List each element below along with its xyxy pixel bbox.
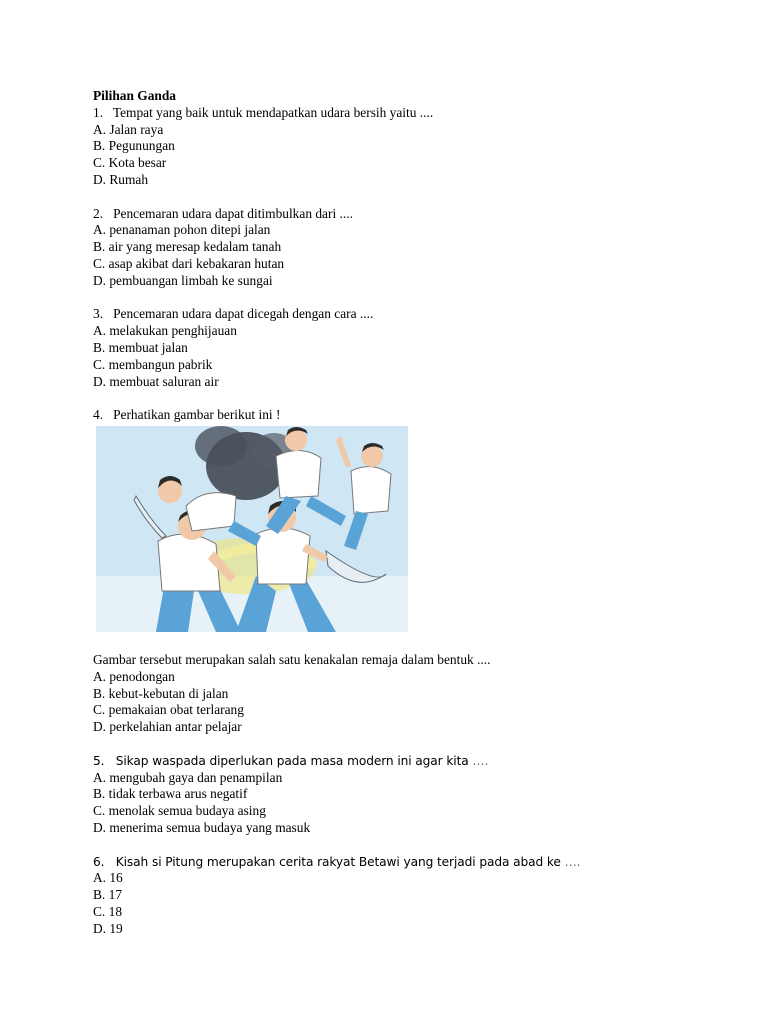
question-3-stem: 3. Pencemaran udara dapat dicegah dengan cara .... bbox=[93, 306, 374, 322]
quiz-content bbox=[93, 88, 713, 937]
question-1-option-d: D. Rumah bbox=[93, 171, 149, 187]
question-1-option-b: B. Pegunungan bbox=[93, 138, 175, 154]
question-2-option-c: C. asap akibat dari kebakaran hutan bbox=[93, 255, 285, 271]
student-brawl-illustration bbox=[96, 426, 408, 632]
question-5-option-a: A. mengubah gaya dan penampilan bbox=[93, 769, 283, 785]
question-4-prompt: Gambar tersebut merupakan salah satu kenakalan remaja dalam bentuk .... bbox=[93, 651, 491, 667]
question-5-stem-text: 5. Sikap waspada diperlukan pada masa modern ini agar kita bbox=[93, 753, 469, 768]
question-6-option-d: D. 19 bbox=[93, 920, 123, 936]
question-4-option-c: C. pemakaian obat terlarang bbox=[93, 702, 244, 718]
question-5-ellipsis: …. bbox=[468, 753, 489, 768]
question-1-stem: 1. Tempat yang baik untuk mendapatkan udara bersih yaitu .... bbox=[93, 104, 434, 120]
question-2-option-b: B. air yang meresap kedalam tanah bbox=[93, 239, 282, 255]
question-5-option-d: D. menerima semua budaya yang masuk bbox=[93, 819, 311, 835]
question-6-stem-text: 6. Kisah si Pitung merupakan cerita rakyat Betawi yang terjadi pada abad ke bbox=[93, 854, 561, 869]
question-4-option-b: B. kebut-kebutan di jalan bbox=[93, 685, 229, 701]
question-3-option-d: D. membuat saluran air bbox=[93, 373, 219, 389]
question-2-option-a: A. penanaman pohon ditepi jalan bbox=[93, 222, 271, 238]
question-4-stem: 4. Perhatikan gambar berikut ini ! bbox=[93, 407, 281, 423]
question-1-option-c: C. Kota besar bbox=[93, 155, 167, 171]
question-6-stem bbox=[93, 854, 713, 871]
question-6-option-b: B. 17 bbox=[93, 887, 123, 903]
question-6-option-c: C. 18 bbox=[93, 903, 123, 919]
question-2-option-d: D. pembuangan limbah ke sungai bbox=[93, 272, 273, 288]
question-3-option-c: C. membangun pabrik bbox=[93, 356, 213, 372]
question-5-option-b: B. tidak terbawa arus negatif bbox=[93, 786, 248, 802]
question-3-option-b: B. membuat jalan bbox=[93, 339, 188, 355]
question-5-stem bbox=[93, 753, 713, 770]
question-4-option-d: D. perkelahian antar pelajar bbox=[93, 719, 242, 735]
question-6-ellipsis: …. bbox=[560, 854, 581, 869]
section-heading: Pilihan Ganda bbox=[93, 88, 176, 103]
question-6-option-a: A. 16 bbox=[93, 870, 123, 886]
question-5-option-c: C. menolak semua budaya asing bbox=[93, 803, 266, 819]
question-2-stem: 2. Pencemaran udara dapat ditimbulkan dari .... bbox=[93, 205, 353, 221]
question-4-option-a: A. penodongan bbox=[93, 668, 175, 684]
question-1-option-a: A. Jalan raya bbox=[93, 121, 164, 137]
question-3-option-a: A. melakukan penghijauan bbox=[93, 323, 237, 339]
